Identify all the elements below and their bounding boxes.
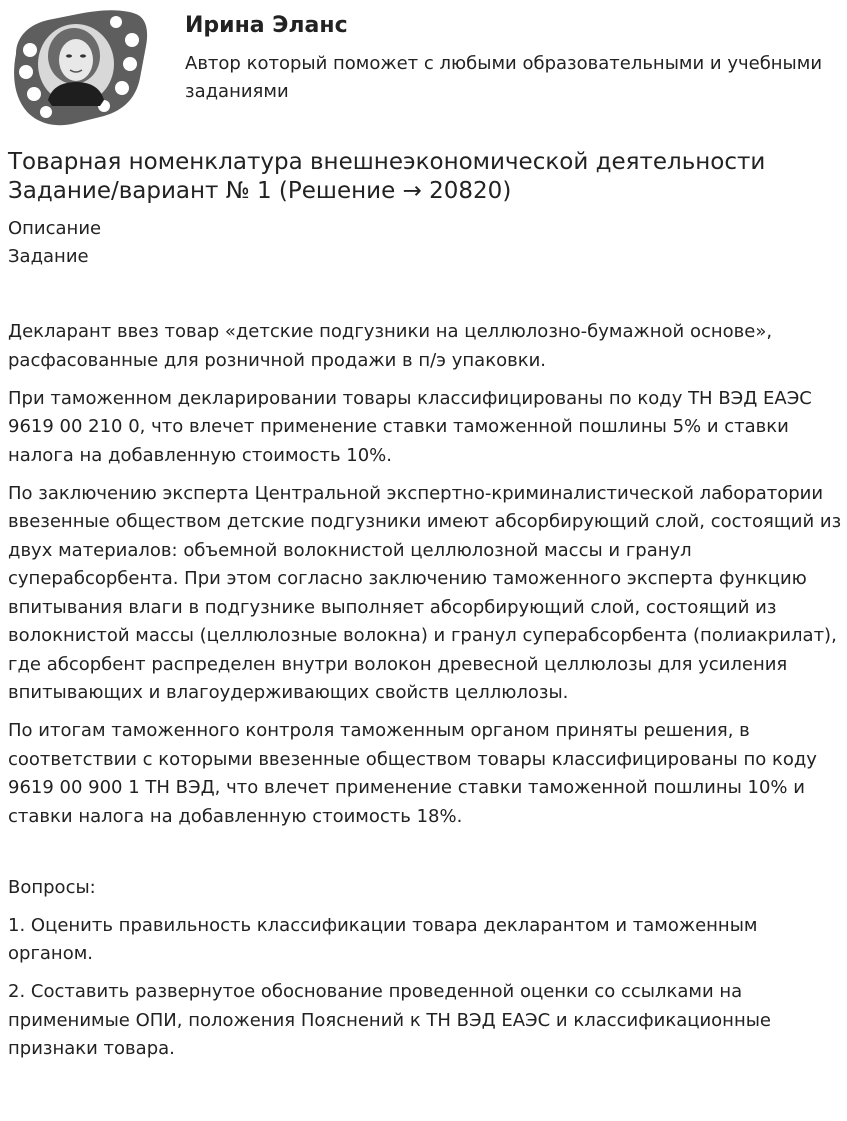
title-line-1: Товарная номенклатура внешнеэкономической деятельности	[8, 149, 766, 175]
author-description: Автор который поможет с любыми образовательными и учебными заданиями	[185, 53, 823, 102]
spacer	[8, 841, 843, 874]
paragraph: По итогам таможенного контроля таможенным органом приняты решения, в соответствии с которыми ввезенные обществом товары классифицированы по коду 9619 00 900 1 ТН ВЭД, что влечет применение ставки таможенной пошлины 10% и ставки налога на добавленную стоимость 18%.	[8, 720, 817, 827]
task-content	[8, 318, 843, 1073]
film-reel-portrait-icon	[8, 6, 150, 126]
question-item: 2. Составить развернутое обоснование проведенной оценки со ссылками на применимые ОПИ, положения Пояснений к ТН ВЭД ЕАЭС и классификационные признаки товара.	[8, 981, 772, 1059]
author-header	[0, 0, 847, 130]
task-label: Задание	[8, 246, 89, 267]
author-name: Ирина Эланс	[185, 13, 348, 38]
meta-labels	[8, 215, 101, 271]
paragraph: При таможенном декларировании товары классифицированы по коду ТН ВЭД ЕАЭС 9619 00 210 0, что влечет применение ставки таможенной пошлины 5% и ставки налога на добавленную стоимость 10%.	[8, 387, 812, 466]
paragraph: Декларант ввез товар «детские подгузники на целлюлозно-бумажной основе», расфасованные для розничной продажи в п/э упаковки.	[8, 321, 773, 371]
title-line-2: Задание/вариант № 1 (Решение → 20820)	[8, 178, 512, 204]
questions-label: Вопросы:	[8, 876, 96, 898]
paragraph: По заключению эксперта Центральной экспертно-криминалистической лаборатории ввезенные обществом детские подгузники имеют абсорбирующий слой, состоящий из двух материалов: объемной волокнистой целлюлозной массы и гранул суперабсорбента. При этом согласно заключению таможенного эксперта функцию впитывания влаги в подгузнике выполняет абсорбирующий слой, состоящий из волокнистой массы (целлюлозные волокна) и гранул суперабсорбента (полиакрилат), где абсорбент распределен внутри волокон древесной целлюлозы для усиления впитывающих и влагоудерживающих свойств целлюлозы.	[8, 482, 842, 703]
description-label: Описание	[8, 218, 102, 239]
question-item: 1. Оценить правильность классификации товара декларантом и таможенным органом.	[8, 914, 758, 964]
page-title	[8, 148, 838, 206]
